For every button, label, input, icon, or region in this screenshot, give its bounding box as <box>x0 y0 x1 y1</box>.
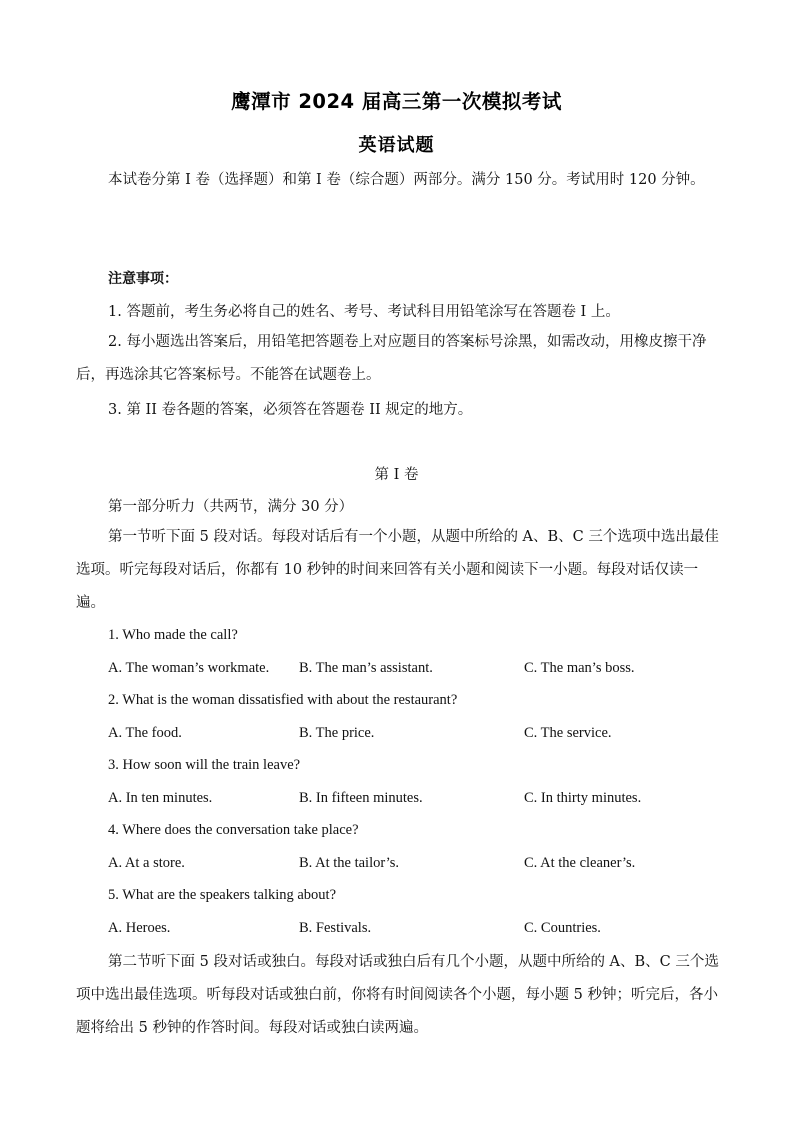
question-4-option-a: A. At a store. <box>108 855 185 871</box>
question-3-option-a: A. In ten minutes. <box>108 790 213 806</box>
question-5: 5. What are the speakers talking about? <box>108 887 337 903</box>
intro-paragraph: 本试卷分第 I 卷（选择题）和第 I 卷（综合题）两部分。满分 150 分。考试用时 120 分钟。 <box>108 172 705 188</box>
question-1: 1. Who made the call? <box>108 627 238 643</box>
question-4-option-c: C. At the cleaner’s. <box>524 855 636 871</box>
question-4: 4. Where does the conversation take place? <box>108 822 359 838</box>
question-2-option-c: C. The service. <box>524 725 612 741</box>
question-5-option-c: C. Countries. <box>524 920 601 936</box>
question-2-option-b: B. The price. <box>299 725 375 741</box>
question-1-option-a: A. The woman’s workmate. <box>108 660 270 676</box>
question-2: 2. What is the woman dissatisfied with about the restaurant? <box>108 692 458 708</box>
section1-instructions: 第一节听下面 5 段对话。每段对话后有一个小题，从题中所给的 A、B、C 三个选项中选出最佳选项。听完每段对话后，你都有 10 秒钟的时间来回答有关小题和阅读下一小题。每段对话仅读一遍。 <box>76 529 719 611</box>
notice-heading: 注意事项： <box>108 271 178 287</box>
question-5-option-b: B. Festivals. <box>299 920 372 936</box>
question-5-option-a: A. Heroes. <box>108 920 171 936</box>
volume-heading: 第 I 卷 <box>374 467 419 483</box>
part1-heading: 第一部分听力（共两节，满分 30 分） <box>108 499 354 515</box>
question-1-option-b: B. The man’s assistant. <box>299 660 433 676</box>
question-3-option-c: C. In thirty minutes. <box>524 790 642 806</box>
notice-item-3: 3. 第 II 卷各题的答案，必须答在答题卷 II 规定的地方。 <box>108 402 473 418</box>
question-1-option-c: C. The man’s boss. <box>524 660 635 676</box>
notice-item-2: 2. 每小题选出答案后，用铅笔把答题卷上对应题目的答案标号涂黑，如需改动，用橡皮擦干净后，再选涂其它答案标号。不能答在试题卷上。 <box>76 334 707 383</box>
section2-instructions: 第二节听下面 5 段对话或独白。每段对话或独白后有几个小题，从题中所给的 A、B、C 三个选项中选出最佳选项。听每段对话或独白前，你将有时间阅读各个小题，每小题 5 秒钟；听完后，各小题将给出 5 秒钟的作答时间。每段对话或独白读两遍。 <box>76 954 719 1036</box>
question-4-option-b: B. At the tailor’s. <box>299 855 400 871</box>
exam-subtitle: 英语试题 <box>358 135 435 156</box>
question-2-option-a: A. The food. <box>108 725 182 741</box>
exam-title: 鹰潭市 2024 届高三第一次模拟考试 <box>231 90 562 113</box>
question-3-option-b: B. In fifteen minutes. <box>299 790 423 806</box>
question-3: 3. How soon will the train leave? <box>108 757 301 773</box>
notice-item-1: 1. 答题前，考生务必将自己的姓名、考号、考试科目用铅笔涂写在答题卷 I 上。 <box>108 304 620 320</box>
